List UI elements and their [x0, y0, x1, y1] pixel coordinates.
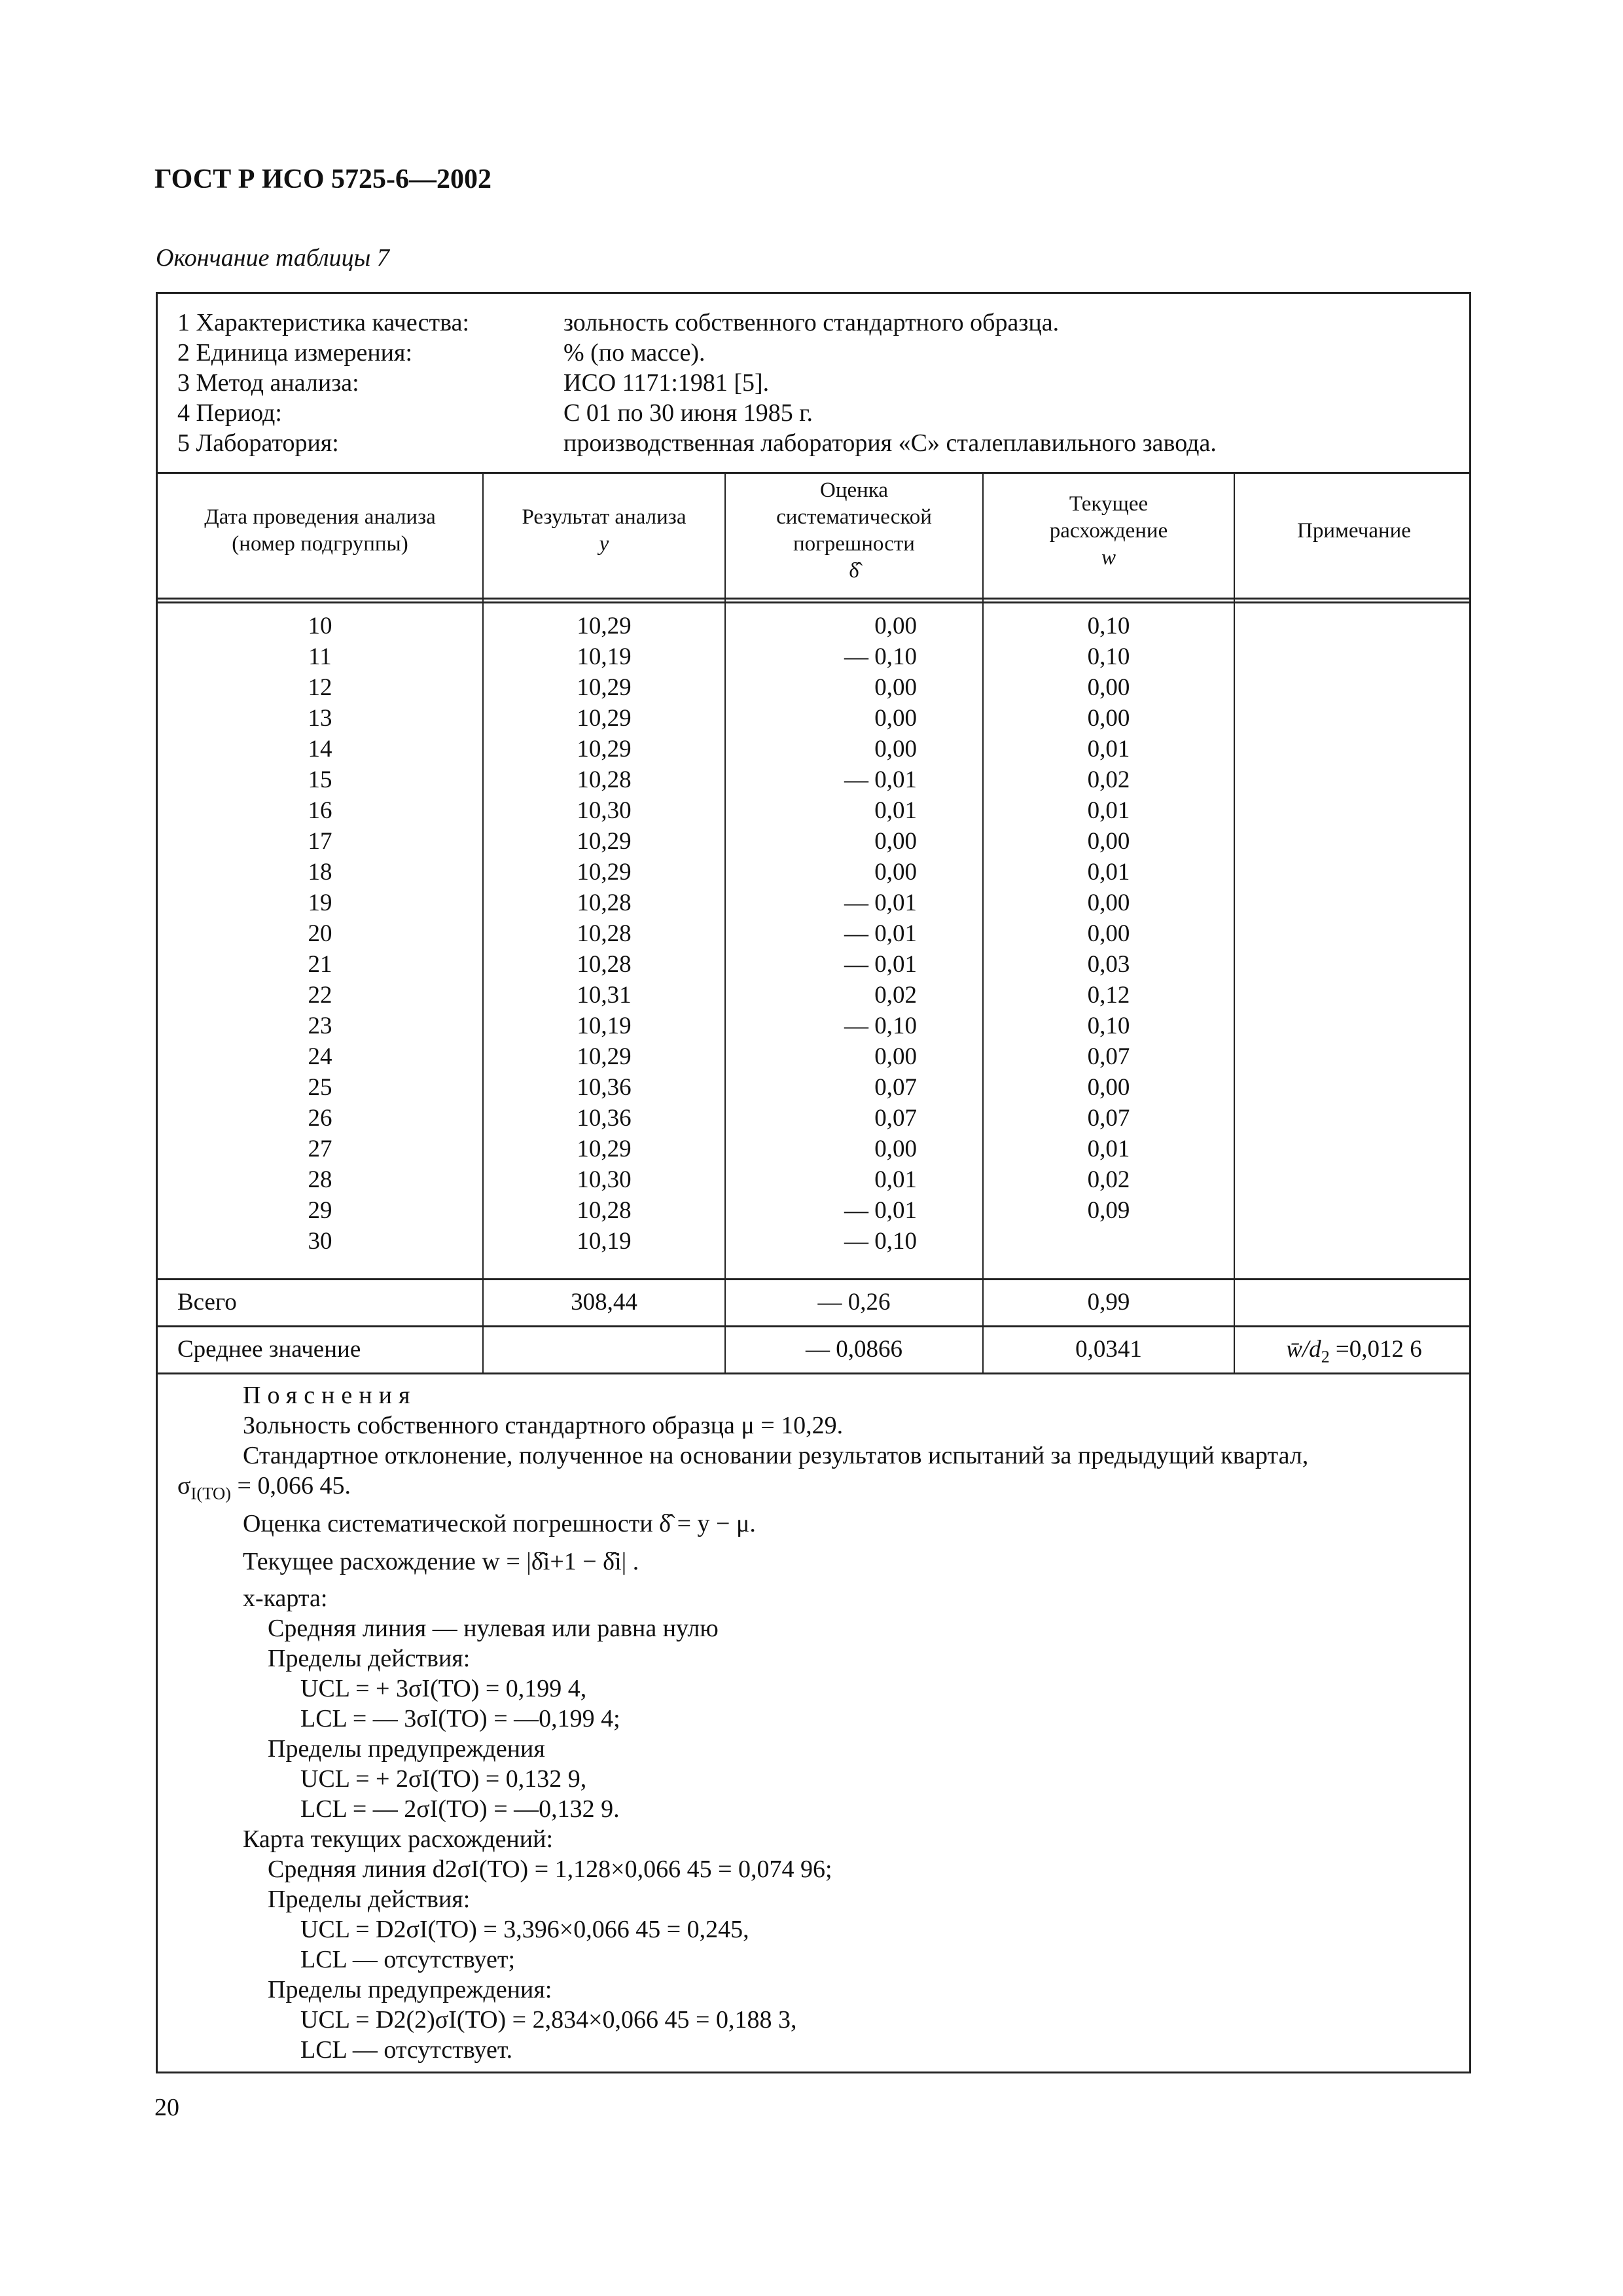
table-cell: — 0,10 — [844, 1013, 917, 1039]
table-cell: 10,29 — [577, 859, 632, 886]
table-cell: 0,01 — [1087, 736, 1130, 762]
table-cell: 0,00 — [874, 736, 917, 762]
table-cell: 10,29 — [577, 1043, 632, 1070]
totals-range: 0,99 — [1087, 1289, 1130, 1316]
table-cell: 10,19 — [577, 643, 632, 670]
table-cell: 20 — [308, 920, 332, 947]
mean-range: 0,0341 — [1075, 1336, 1142, 1363]
table-cell: 0,01 — [1087, 859, 1130, 886]
notes-xchart-center: Средняя линия — нулевая или равна нулю — [268, 1614, 719, 1642]
table-cell: 16 — [308, 797, 332, 824]
table-cell: 0,09 — [1087, 1197, 1130, 1224]
meta-key: 3 Метод анализа: — [177, 369, 359, 397]
table-cell: 0,01 — [1087, 797, 1130, 824]
table-cell: 0,07 — [874, 1105, 917, 1132]
table-cell: 22 — [308, 982, 332, 1009]
column-range — [984, 611, 1234, 1257]
header-date: Дата проведения анализа (номер подгруппы) — [204, 505, 436, 556]
notes-r-lcl-warning: LCL — отсутствует. — [300, 2036, 513, 2064]
mean-note-sub: 2 — [1321, 1347, 1330, 1367]
table-cell — [984, 1226, 1234, 1257]
table-cell: 14 — [308, 736, 332, 762]
table-cell: 29 — [308, 1197, 332, 1224]
table-cell: 10,29 — [577, 674, 632, 701]
table-cell: — 0,10 — [844, 1228, 917, 1255]
notes-x-lcl-warning: LCL = — 2σI(TO) = —0,132 9. — [300, 1795, 620, 1823]
table-cell: 17 — [308, 828, 332, 855]
table-cell: — 0,01 — [844, 766, 917, 793]
table-cell: 30 — [308, 1228, 332, 1255]
rule-header-1 — [158, 598, 1469, 600]
notes-x-ucl-warning: UCL = + 2σI(TO) = 0,132 9, — [300, 1765, 587, 1793]
table-cell: 0,01 — [874, 1166, 917, 1193]
table-cell: 0,01 — [874, 797, 917, 824]
table-cell: — 0,10 — [844, 643, 917, 670]
table-cell: 10,29 — [577, 828, 632, 855]
meta-key: 1 Характеристика качества: — [177, 309, 469, 336]
meta-key: 5 Лаборатория: — [177, 429, 339, 457]
table-cell: 0,00 — [1087, 674, 1130, 701]
meta-value: С 01 по 30 июня 1985 г. — [563, 399, 813, 427]
notes-r-ucl-warning: UCL = D2(2)σI(TO) = 2,834×0,066 45 = 0,188 3, — [300, 2005, 797, 2034]
table-cell: 0,07 — [874, 1074, 917, 1101]
table-cell: 10,30 — [577, 797, 632, 824]
rule-notes — [158, 1372, 1469, 1374]
header-result: Результат анализа y — [522, 505, 687, 556]
explanations — [177, 1380, 1454, 2065]
col-divider — [1234, 472, 1235, 1372]
table-cell: 0,00 — [874, 1043, 917, 1070]
mean-label: Среднее значение — [177, 1336, 361, 1363]
table-cell: 0,07 — [1087, 1043, 1130, 1070]
data-table — [156, 292, 1471, 2073]
notes-x-lcl-action: LCL = — 3σI(TO) = —0,199 4; — [300, 1704, 620, 1732]
table-cell: 25 — [308, 1074, 332, 1101]
table-cell: 0,01 — [1087, 1136, 1130, 1162]
table-cell: 0,10 — [1087, 613, 1130, 639]
mean-bias: — 0,0866 — [806, 1336, 902, 1363]
notes-heading: Пояснения — [243, 1382, 417, 1409]
notes-sd: Стандартное отклонение, полученное на основании результатов испытаний за предыдущий квартал, — [243, 1442, 1309, 1469]
table-cell: 10,19 — [577, 1013, 632, 1039]
table-cell: 0,00 — [1087, 1074, 1130, 1101]
table-cell: 0,12 — [1087, 982, 1130, 1009]
table-cell: 10,28 — [577, 766, 632, 793]
totals-bias: — 0,26 — [817, 1289, 891, 1316]
table-cell: — 0,01 — [844, 920, 917, 947]
table-cell: 10,28 — [577, 920, 632, 947]
table-cell: 10,29 — [577, 613, 632, 639]
meta-value: производственная лаборатория «С» сталеплавильного завода. — [563, 429, 1217, 457]
header-note: Примечание — [1297, 518, 1411, 543]
table-cell: 0,10 — [1087, 1013, 1130, 1039]
table-cell: 10,19 — [577, 1228, 632, 1255]
notes-range-center: Средняя линия d2σI(TO) = 1,128×0,066 45 = 0,074 96; — [268, 1855, 832, 1883]
header-range: Текущее расхождение w — [1049, 492, 1168, 569]
table-cell: — 0,01 — [844, 1197, 917, 1224]
notes-x-ucl-action: UCL = + 3σI(TO) = 0,199 4, — [300, 1674, 587, 1702]
table-cell: 0,02 — [874, 982, 917, 1009]
table-cell: 11 — [308, 643, 332, 670]
table-cell: 10,29 — [577, 736, 632, 762]
table-cell: 0,00 — [874, 705, 917, 732]
notes-r-lcl-action: LCL — отсутствует; — [300, 1945, 516, 1973]
table-cell: 10,29 — [577, 1136, 632, 1162]
table-cell: 10,36 — [577, 1074, 632, 1101]
table-cell: 23 — [308, 1013, 332, 1039]
table-cell: — 0,01 — [844, 889, 917, 916]
notes-ash: Зольность собственного стандартного образца μ = 10,29. — [243, 1412, 844, 1439]
mean-note-symbol: w̄/d — [1286, 1336, 1321, 1363]
table-cell: 18 — [308, 859, 332, 886]
header-bias: Оценка систематической погрешности δ̂ — [776, 478, 932, 583]
table-cell: 10,30 — [577, 1166, 632, 1193]
table-cell: 12 — [308, 674, 332, 701]
table-caption: Окончание таблицы 7 — [156, 244, 389, 272]
table-cell: 0,10 — [1087, 643, 1130, 670]
table-cell: 0,00 — [874, 1136, 917, 1162]
notes-range-warning-limits: Пределы предупреждения: — [268, 1975, 552, 2003]
table-cell: 0,03 — [1087, 951, 1130, 978]
table-cell: 10 — [308, 613, 332, 639]
mean-note-value: =0,012 6 — [1329, 1336, 1422, 1363]
column-date — [158, 611, 482, 1257]
table-cell: 0,00 — [874, 674, 917, 701]
notes-bias-formula: Оценка систематической погрешности δ̂ = y − μ. — [243, 1509, 756, 1537]
table-cell: 0,07 — [1087, 1105, 1130, 1132]
table-cell: 0,02 — [1087, 766, 1130, 793]
notes-range-formula: Текущее расхождение w = |δ̂i+1 − δ̂i| . — [243, 1547, 639, 1575]
table-cell: 13 — [308, 705, 332, 732]
table-cell: 24 — [308, 1043, 332, 1070]
column-result — [484, 611, 724, 1257]
table-cell: 0,02 — [1087, 1166, 1130, 1193]
notes-range-chart: Карта текущих расхождений: — [243, 1825, 553, 1853]
table-cell: 10,29 — [577, 705, 632, 732]
table-cell: 0,00 — [1087, 828, 1130, 855]
document-title: ГОСТ Р ИСО 5725-6—2002 — [154, 164, 492, 194]
meta-value: % (по массе). — [563, 339, 705, 367]
table-cell: 10,36 — [577, 1105, 632, 1132]
table-cell: 0,00 — [874, 828, 917, 855]
notes-xchart: x-карта: — [243, 1584, 328, 1612]
table-cell: 28 — [308, 1166, 332, 1193]
meta-value: ИСО 1171:1981 [5]. — [563, 369, 770, 397]
table-cell: 19 — [308, 889, 332, 916]
table-cell: 10,31 — [577, 982, 632, 1009]
notes-r-ucl-action: UCL = D2σI(TO) = 3,396×0,066 45 = 0,245, — [300, 1915, 749, 1943]
meta-value: зольность собственного стандартного образца. — [563, 309, 1060, 336]
table-cell: 0,00 — [1087, 705, 1130, 732]
column-bias — [799, 611, 917, 1257]
table-cell: 21 — [308, 951, 332, 978]
table-cell: 26 — [308, 1105, 332, 1132]
totals-label: Всего — [177, 1289, 237, 1316]
table-cell: 10,28 — [577, 889, 632, 916]
notes-sd-value: $\sigma_{I(TO)} = 0,066$ 45. — [177, 1472, 351, 1503]
table-cell: 27 — [308, 1136, 332, 1162]
table-cell: 0,00 — [874, 613, 917, 639]
meta-key: 2 Единица измерения: — [177, 339, 413, 367]
table-cell: 10,28 — [577, 951, 632, 978]
table-cell: — 0,01 — [844, 951, 917, 978]
table-cell: 0,00 — [1087, 920, 1130, 947]
table-cell: 10,28 — [577, 1197, 632, 1224]
totals-result: 308,44 — [571, 1289, 637, 1316]
table-cell: 15 — [308, 766, 332, 793]
table-cell: 0,00 — [874, 859, 917, 886]
meta-key: 4 Период: — [177, 399, 282, 427]
col-divider — [724, 472, 726, 1372]
table-cell: 0,00 — [1087, 889, 1130, 916]
notes-action-limits: Пределы действия: — [268, 1644, 471, 1672]
page-number: 20 — [154, 2094, 179, 2121]
notes-warning-limits: Пределы предупреждения — [268, 1734, 545, 1763]
rule-header-2 — [158, 601, 1469, 603]
mean-note — [1235, 1327, 1473, 1372]
notes-range-action-limits: Пределы действия: — [268, 1885, 471, 1913]
